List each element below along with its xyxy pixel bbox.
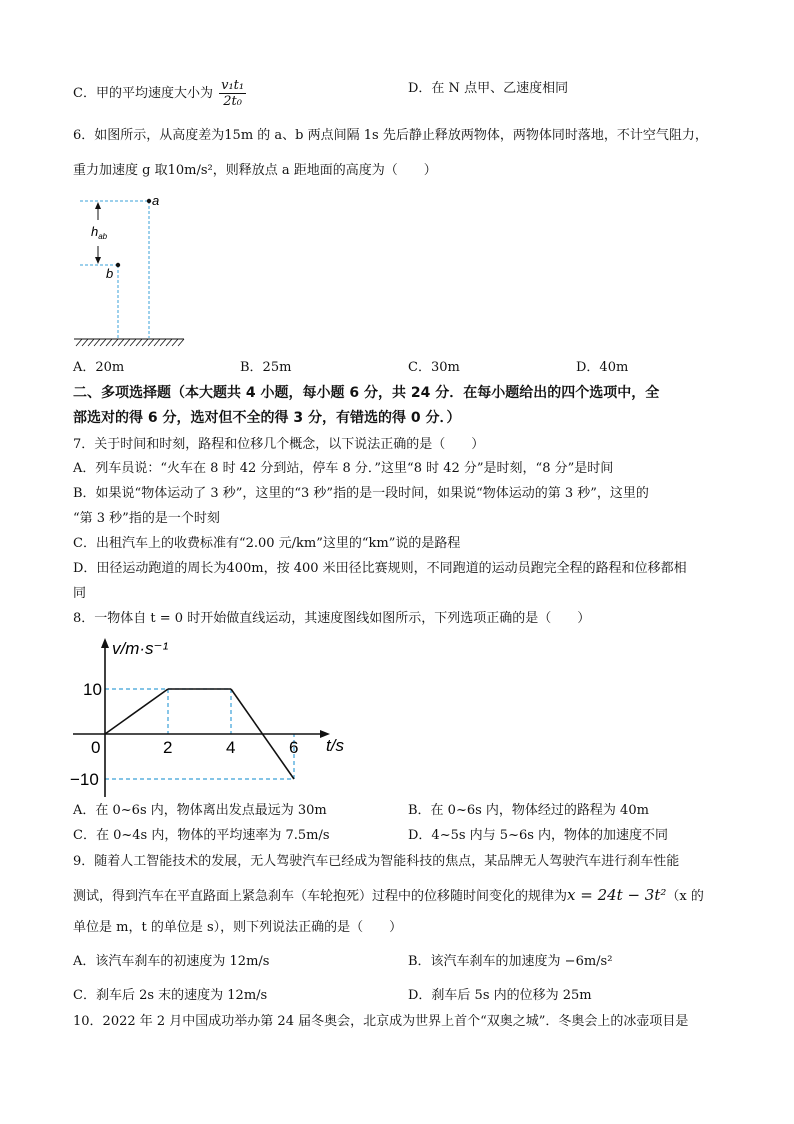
label-b: b: [106, 266, 114, 281]
x-axis-label: t/s: [326, 736, 344, 755]
q9-formula: x = 24t − 3t²: [567, 886, 667, 904]
q6-stem-line1: 6．如图所示，从高度差为15m 的 a、b 两点间隔 1s 先后静止释放两物体，两物体同时落地，不计空气阻力，: [73, 128, 708, 143]
q10-stem-line1: 10．2022 年 2 月中国成功举办第 24 届冬奥会，北京成为世界上首个“双奥之城”．冬奥会上的冰壶项目是: [73, 1014, 689, 1029]
q8-stem: 8．一物体自 t = 0 时开始做直线运动，其速度图线如图所示，下列选项正确的是（ ）: [73, 611, 591, 626]
q5-option-d: D．在 N 点甲、乙速度相同: [408, 81, 569, 96]
q6-option-c: C．30m: [408, 360, 460, 375]
q6-option-d: D．40m: [576, 360, 629, 375]
label-h: $h_{ab}$: [91, 224, 108, 241]
series-segment-1: [105, 689, 168, 734]
q5-option-c: C．甲的平均速度大小为 $\frac{\text{v₁t₁}}{\text{2t₀}}$: [73, 78, 245, 109]
x-tick-label-4: 4: [226, 738, 236, 757]
q6-option-b: B．25m: [240, 360, 292, 375]
q6-figure: [72, 192, 212, 352]
y-axis-label: v/m·s⁻¹: [112, 639, 169, 658]
section2-heading-line1: 二、多项选择题（本大题共 4 小题，每小题 6 分，共 24 分．在每小题给出的四个选项中，全: [73, 385, 660, 401]
point-b: [116, 263, 120, 267]
y-tick-label-1: −10: [70, 770, 99, 789]
label-a: a: [152, 193, 160, 208]
x-tick-label-2: 2: [163, 738, 173, 757]
q7-option-d-line1: D．田径运动跑道的周长为400m，按 400 米田径比赛规则，不同跑道的运动员跑完全程的路程和位移都相: [73, 561, 687, 576]
y-tick-label-0: 10: [83, 680, 102, 699]
section2-heading-line2: 部选对的得 6 分，选对但不全的得 3 分，有错选的得 0 分．）: [73, 410, 461, 426]
q9-option-d: D．刹车后 5s 内的位移为 25m: [408, 988, 592, 1003]
q9-option-b: B．该汽车刹车的加速度为 −6m/s²: [408, 954, 613, 969]
q7-option-c: C．出租汽车上的收费标准有“2.00 元/km”这里的“km”说的是路程: [73, 536, 461, 551]
q7-stem: 7．关于时间和时刻，路程和位移几个概念，以下说法正确的是（ ）: [73, 437, 485, 452]
q6-option-a: A．20m: [73, 360, 125, 375]
q9-stem-line1: 9．随着人工智能技术的发展，无人驾驶汽车已经成为智能科技的焦点，某品牌无人驾驶汽车进行刹车性能: [73, 854, 680, 869]
q7-option-a: A．列车员说：“火车在 8 时 42 分到站，停车 8 分．”这里“8 时 42 分”是时刻，“8 分”是时间: [73, 461, 614, 476]
q7-option-b-line2: “第 3 秒”指的是一个时刻: [73, 511, 220, 526]
q7-option-d-line2: 同: [73, 586, 87, 601]
q8-option-d: D．4~5s 内与 5~6s 内，物体的加速度不同: [408, 828, 669, 843]
q8-velocity-chart: [68, 632, 358, 802]
point-a: [147, 199, 151, 203]
q9-option-a: A．该汽车刹车的初速度为 12m/s: [73, 954, 270, 969]
q7-option-b-line1: B．如果说“物体运动了 3 秒”，这里的“3 秒”指的是一段时间，如果说“物体运动的第 3 秒”，这里的: [73, 486, 649, 501]
q8-option-a: A．在 0~6s 内，物体离出发点最远为 30m: [73, 803, 327, 818]
q8-option-c: C．在 0~4s 内，物体的平均速率为 7.5m/s: [73, 828, 330, 843]
x-tick-label-6: 6: [289, 738, 299, 757]
q9-stem-line3: 单位是 m，t 的单位是 s），则下列说法正确的是（ ）: [73, 920, 403, 935]
q6-stem-line2: 重力加速度 g 取10m/s²，则释放点 a 距地面的高度为（ ）: [73, 163, 437, 178]
q9-stem-line2: 测试，得到汽车在平直路面上紧急刹车（车轮抱死）过程中的位移随时间变化的规律为x = 24t − 3t²（x 的: [73, 886, 704, 904]
q5-fraction: $\frac{\text{v₁t₁}}{\text{2t₀}}$: [221, 78, 245, 109]
x-tick-label-0: 0: [91, 738, 101, 757]
q8-option-b: B．在 0~6s 内，物体经过的路程为 40m: [408, 803, 649, 818]
q9-option-c: C．刹车后 2s 末的速度为 12m/s: [73, 988, 268, 1003]
